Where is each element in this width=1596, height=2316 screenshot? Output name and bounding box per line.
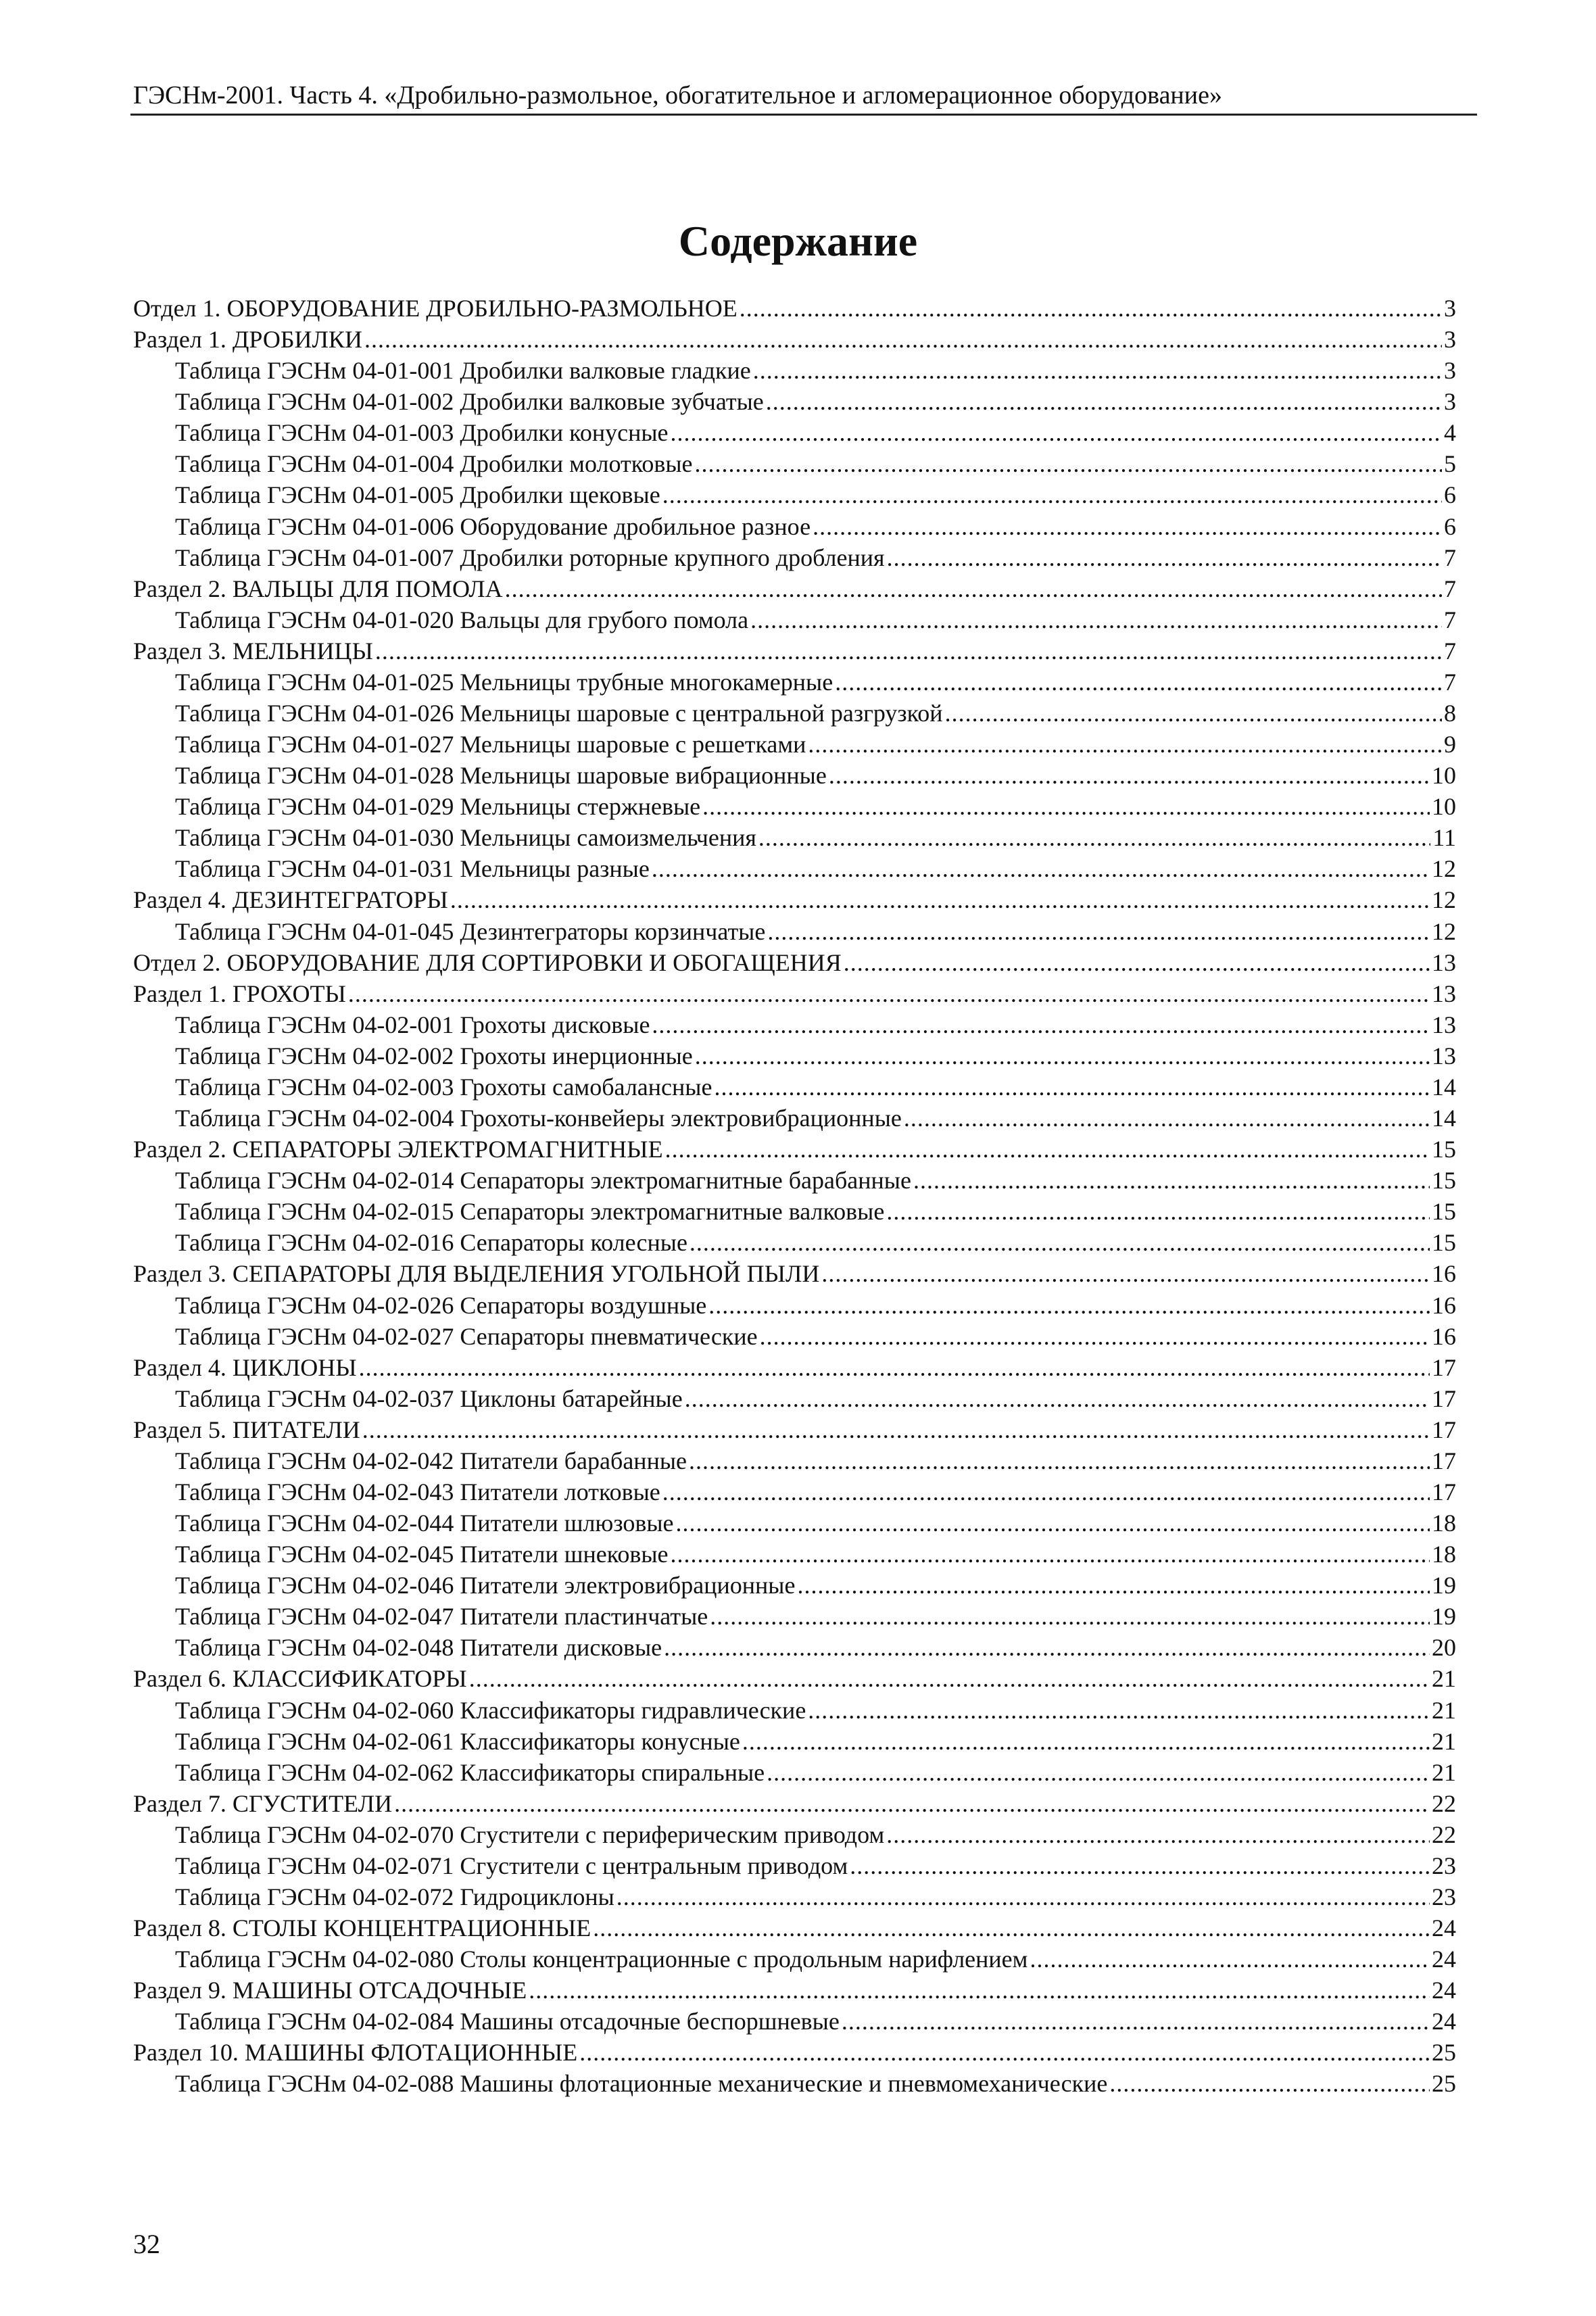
toc-entry-page: 25 [1432, 2070, 1456, 2098]
toc-dot-leader [913, 1165, 1430, 1196]
toc-dot-leader [808, 729, 1442, 760]
toc-dot-leader [808, 1695, 1430, 1726]
toc-entry-table [133, 1695, 1456, 1726]
toc-dot-leader [887, 542, 1442, 573]
toc-entry-table [133, 1881, 1456, 1912]
toc-entry-text: Таблица ГЭСНм 04-02-043 Питатели лотковые [175, 1478, 660, 1505]
toc-dot-leader [886, 1819, 1430, 1850]
toc-entry-table [133, 1757, 1456, 1788]
toc-entry-page: 24 [1432, 1977, 1456, 2004]
toc-entry-table [133, 1165, 1456, 1196]
toc-entry-page: 6 [1444, 512, 1456, 540]
toc-dot-leader [664, 1632, 1430, 1663]
toc-entry-text: Таблица ГЭСНм 04-02-014 Сепараторы электромагнитные барабанные [175, 1167, 911, 1195]
toc-dot-leader [375, 635, 1442, 667]
toc-entry-text: Таблица ГЭСНм 04-02-061 Классификаторы конусные [175, 1727, 740, 1755]
toc-entry-text: Отдел 2. ОБОРУДОВАНИЕ ДЛЯ СОРТИРОВКИ И ОБОГАЩЕНИЯ [133, 948, 842, 976]
toc-entry-table [133, 916, 1456, 947]
toc-entry-table [133, 1227, 1456, 1258]
toc-entry-page: 17 [1432, 1384, 1456, 1412]
toc-entry-text: Таблица ГЭСНм 04-01-001 Дробилки валковые гладкие [175, 357, 751, 385]
toc-entry-page: 20 [1432, 1634, 1456, 1662]
toc-entry-text: Таблица ГЭСНм 04-01-003 Дробилки конусные [175, 419, 669, 447]
toc-entry-text: Таблица ГЭСНм 04-02-015 Сепараторы электромагнитные валковые [175, 1198, 885, 1226]
toc-dot-leader [579, 2037, 1430, 2068]
toc-entry-page: 12 [1432, 855, 1456, 883]
toc-entry-page: 15 [1432, 1229, 1456, 1257]
toc-entry-text: Раздел 5. ПИТАТЕЛИ [133, 1416, 360, 1443]
toc-dot-leader [702, 791, 1430, 822]
toc-entry-page: 18 [1432, 1541, 1456, 1568]
toc-dot-leader [753, 355, 1442, 386]
toc-entry-text: Таблица ГЭСНм 04-02-071 Сгустители с центральным приводом [175, 1852, 848, 1879]
toc-entry-text: Раздел 2. ВАЛЬЦЫ ДЛЯ ПОМОЛА [133, 575, 503, 602]
toc-entry-text: Таблица ГЭСНм 04-01-027 Мельницы шаровые с решетками [175, 731, 806, 758]
toc-entry-page: 12 [1432, 886, 1456, 914]
toc-dot-leader [767, 1757, 1430, 1788]
toc-entry-table [133, 1009, 1456, 1040]
toc-dot-leader [364, 324, 1442, 355]
toc-entry-page: 21 [1432, 1758, 1456, 1786]
toc-entry-page: 6 [1444, 481, 1456, 509]
toc-dot-leader [750, 604, 1442, 635]
toc-entry-page: 24 [1432, 1946, 1456, 1973]
toc-entry-section [133, 573, 1456, 604]
toc-dot-leader [671, 1539, 1430, 1570]
toc-dot-leader [505, 573, 1442, 604]
toc-entry-page: 17 [1432, 1478, 1456, 1505]
toc-entry-page: 7 [1444, 575, 1456, 602]
toc-entry-text: Таблица ГЭСНм 04-02-027 Сепараторы пневматические [175, 1322, 758, 1350]
toc-entry-text: Таблица ГЭСНм 04-01-026 Мельницы шаровые с центральной разгрузкой [175, 700, 943, 727]
toc-entry-text: Таблица ГЭСНм 04-01-030 Мельницы самоизмельчения [175, 824, 756, 852]
toc-entry-text: Раздел 9. МАШИНЫ ОТСАДОЧНЫЕ [133, 1977, 527, 2004]
toc-dot-leader [829, 760, 1430, 791]
toc-entry-text: Таблица ГЭСНм 04-02-045 Питатели шнековые [175, 1541, 669, 1568]
toc-entry-table [133, 667, 1456, 698]
toc-entry-text: Таблица ГЭСНм 04-02-070 Сгустители с периферическим приводом [175, 1820, 885, 1848]
toc-dot-leader [676, 1507, 1430, 1539]
toc-dot-leader [685, 1383, 1430, 1414]
toc-dot-leader [394, 1788, 1430, 1819]
toc-entry-page: 16 [1432, 1291, 1456, 1319]
toc-entry-text: Таблица ГЭСНм 04-02-004 Грохоты-конвейеры электровибрационные [175, 1105, 902, 1132]
toc-entry-page: 10 [1432, 762, 1456, 790]
toc-entry-page: 21 [1432, 1665, 1456, 1693]
toc-dot-leader [662, 479, 1442, 510]
toc-entry-table [133, 760, 1456, 791]
toc-entry-page: 4 [1444, 419, 1456, 447]
toc-dot-leader [758, 822, 1430, 853]
toc-entry-page: 13 [1432, 1011, 1456, 1038]
toc-entry-text: Таблица ГЭСНм 04-01-031 Мельницы разные [175, 855, 650, 883]
toc-entry-text: Раздел 1. ГРОХОТЫ [133, 980, 346, 1007]
toc-entry-section [133, 1258, 1456, 1289]
toc-entry-table [133, 511, 1456, 542]
toc-entry-text: Таблица ГЭСНм 04-02-072 Гидроциклоны [175, 1883, 614, 1910]
toc-entry-page: 15 [1432, 1167, 1456, 1195]
toc-dot-leader [671, 417, 1442, 448]
toc-entry-table [133, 448, 1456, 479]
toc-dot-leader [813, 511, 1442, 542]
toc-dot-leader [742, 1726, 1430, 1757]
page-number: 32 [133, 2229, 160, 2259]
toc-entry-table [133, 822, 1456, 853]
toc-entry-table [133, 417, 1456, 448]
toc-entry-table [133, 1601, 1456, 1632]
toc-dot-leader [797, 1570, 1430, 1601]
toc-entry-section [133, 1912, 1456, 1944]
toc-dot-leader [695, 448, 1442, 479]
toc-entry-table [133, 604, 1456, 635]
toc-dot-leader [760, 1321, 1430, 1352]
toc-entry-page: 5 [1444, 450, 1456, 478]
toc-entry-page: 19 [1432, 1572, 1456, 1599]
toc-entry-text: Раздел 4. ДЕЗИНТЕГРАТОРЫ [133, 886, 448, 914]
toc-entry-table [133, 1507, 1456, 1539]
toc-entry-page: 16 [1432, 1260, 1456, 1288]
toc-entry-text: Раздел 2. СЕПАРАТОРЫ ЭЛЕКТРОМАГНИТНЫЕ [133, 1136, 663, 1163]
toc-dot-leader [652, 1009, 1430, 1040]
toc-entry-table [133, 1290, 1456, 1321]
toc-entry-table [133, 1819, 1456, 1850]
toc-entry-text: Таблица ГЭСНм 04-01-005 Дробилки щековые [175, 481, 660, 509]
toc-entry-table [133, 355, 1456, 386]
toc-entry-text: Раздел 3. МЕЛЬНИЦЫ [133, 637, 373, 665]
toc-entry-page: 23 [1432, 1852, 1456, 1879]
toc-entry-text: Таблица ГЭСНм 04-02-046 Питатели электровибрационные [175, 1572, 796, 1599]
toc-entry-text: Таблица ГЭСНм 04-02-047 Питатели пластинчатые [175, 1603, 708, 1631]
toc-entry-text: Таблица ГЭСНм 04-01-020 Вальцы для грубого помола [175, 606, 749, 633]
toc-entry-table [133, 1944, 1456, 1975]
toc-entry-text: Таблица ГЭСНм 04-01-029 Мельницы стержневые [175, 793, 701, 821]
toc-entry-table [133, 1103, 1456, 1134]
toc-dot-leader [450, 884, 1430, 915]
toc-dot-leader [835, 667, 1442, 698]
toc-entry-page: 13 [1432, 1042, 1456, 1069]
toc-entry-text: Таблица ГЭСНм 04-01-028 Мельницы шаровые вибрационные [175, 762, 827, 790]
toc-dot-leader [362, 1414, 1430, 1445]
toc-entry-text: Таблица ГЭСНм 04-02-088 Машины флотационные механические и пневмомеханические [175, 2070, 1108, 2098]
toc-dot-leader [689, 1445, 1430, 1476]
toc-entry-text: Таблица ГЭСНм 04-02-060 Классификаторы гидравлические [175, 1696, 806, 1724]
header-rule [130, 114, 1477, 116]
toc-entry-page: 23 [1432, 1883, 1456, 1910]
toc-dot-leader [593, 1912, 1430, 1944]
toc-dot-leader [850, 1850, 1430, 1881]
toc-entry-table [133, 729, 1456, 760]
toc-entry-page: 3 [1444, 326, 1456, 354]
toc-entry-table [133, 2006, 1456, 2037]
toc-entry-text: Таблица ГЭСНм 04-02-080 Столы концентрационные с продольным нарифлением [175, 1946, 1028, 1973]
toc-dot-leader [766, 386, 1442, 417]
toc-entry-text: Раздел 6. КЛАССИФИКАТОРЫ [133, 1665, 467, 1693]
toc-entry-page: 17 [1432, 1353, 1456, 1381]
toc-entry-table [133, 1445, 1456, 1476]
toc-entry-section [133, 293, 1456, 324]
toc-entry-text: Таблица ГЭСНм 04-01-007 Дробилки роторные крупного дробления [175, 544, 885, 571]
toc-entry-page: 17 [1432, 1447, 1456, 1474]
toc-entry-page: 3 [1444, 388, 1456, 416]
toc-entry-section [133, 1414, 1456, 1445]
toc-entry-page: 18 [1432, 1510, 1456, 1537]
toc-entry-table [133, 479, 1456, 510]
toc-entry-section [133, 884, 1456, 915]
toc-entry-text: Таблица ГЭСНм 04-01-004 Дробилки молотковые [175, 450, 693, 478]
toc-entry-page: 24 [1432, 2008, 1456, 2035]
toc-entry-section [133, 2037, 1456, 2068]
toc-entry-section [133, 1663, 1456, 1694]
toc-entry-text: Раздел 3. СЕПАРАТОРЫ ДЛЯ ВЫДЕЛЕНИЯ УГОЛЬНОЙ ПЫЛИ [133, 1260, 820, 1288]
toc-entry-table [133, 542, 1456, 573]
toc-title: Содержание [678, 217, 918, 265]
toc-entry-text: Таблица ГЭСНм 04-02-016 Сепараторы колесные [175, 1229, 687, 1257]
toc-entry-page: 11 [1432, 824, 1456, 852]
toc-entry-table [133, 698, 1456, 729]
toc-entry-text: Таблица ГЭСНм 04-02-026 Сепараторы воздушные [175, 1291, 707, 1319]
toc-dot-leader [529, 1975, 1430, 2006]
toc-entry-page: 3 [1444, 357, 1456, 385]
toc-entry-section [133, 1352, 1456, 1383]
toc-entry-page: 9 [1444, 731, 1456, 758]
toc-entry-page: 24 [1432, 1914, 1456, 1942]
toc-entry-page: 21 [1432, 1696, 1456, 1724]
toc-entry-page: 7 [1444, 668, 1456, 696]
toc-entry-section [133, 1134, 1456, 1165]
toc-entry-text: Таблица ГЭСНм 04-02-048 Питатели дисковые [175, 1634, 662, 1662]
toc-entry-section [133, 978, 1456, 1009]
toc-entry-text: Таблица ГЭСНм 04-01-025 Мельницы трубные многокамерные [175, 668, 833, 696]
toc-dot-leader [359, 1352, 1430, 1383]
toc-entry-table [133, 791, 1456, 822]
toc-dot-leader [348, 978, 1430, 1009]
toc-entry-table [133, 1570, 1456, 1601]
toc-dot-leader [842, 2006, 1430, 2037]
toc-dot-leader [708, 1290, 1430, 1321]
toc-entry-page: 16 [1432, 1322, 1456, 1350]
toc-dot-leader [945, 698, 1442, 729]
toc-entry-section [133, 635, 1456, 667]
toc-entry-text: Таблица ГЭСНм 04-01-006 Оборудование дробильное разное [175, 512, 811, 540]
toc-dot-leader [844, 947, 1430, 978]
toc-entry-page: 8 [1444, 700, 1456, 727]
toc-entry-page: 10 [1432, 793, 1456, 821]
toc-entry-page: 19 [1432, 1603, 1456, 1631]
toc-dot-leader [652, 853, 1430, 884]
toc-dot-leader [469, 1663, 1430, 1694]
toc-entry-text: Таблица ГЭСНм 04-02-042 Питатели барабанные [175, 1447, 687, 1474]
toc-entry-section [133, 1788, 1456, 1819]
toc-dot-leader [740, 293, 1442, 324]
toc-dot-leader [886, 1196, 1430, 1227]
table-of-contents [133, 293, 1456, 2100]
toc-entry-table [133, 1476, 1456, 1507]
toc-entry-text: Раздел 7. СГУСТИТЕЛИ [133, 1789, 393, 1817]
toc-entry-table [133, 853, 1456, 884]
toc-entry-table [133, 1071, 1456, 1103]
toc-entry-page: 13 [1432, 948, 1456, 976]
toc-entry-text: Таблица ГЭСНм 04-02-037 Циклоны батарейные [175, 1384, 683, 1412]
toc-dot-leader [690, 1227, 1430, 1258]
toc-entry-page: 25 [1432, 2039, 1456, 2067]
toc-entry-section [133, 947, 1456, 978]
toc-entry-text: Отдел 1. ОБОРУДОВАНИЕ ДРОБИЛЬНО-РАЗМОЛЬНОЕ [133, 295, 737, 322]
toc-entry-table [133, 386, 1456, 417]
toc-entry-text: Раздел 4. ЦИКЛОНЫ [133, 1353, 357, 1381]
toc-entry-table [133, 1726, 1456, 1757]
toc-entry-section [133, 1975, 1456, 2006]
toc-entry-page: 7 [1444, 637, 1456, 665]
toc-entry-text: Раздел 8. СТОЛЫ КОНЦЕНТРАЦИОННЫЕ [133, 1914, 591, 1942]
toc-entry-page: 14 [1432, 1073, 1456, 1101]
toc-entry-page: 22 [1432, 1820, 1456, 1848]
toc-entry-text: Раздел 10. МАШИНЫ ФЛОТАЦИОННЫЕ [133, 2039, 578, 2067]
toc-entry-table [133, 1632, 1456, 1663]
toc-dot-leader [904, 1103, 1430, 1134]
toc-dot-leader [1109, 2068, 1430, 2099]
toc-dot-leader [714, 1071, 1430, 1103]
toc-entry-table [133, 2068, 1456, 2099]
toc-entry-text: Таблица ГЭСНм 04-02-003 Грохоты самобалансные [175, 1073, 712, 1101]
toc-dot-leader [662, 1476, 1430, 1507]
toc-entry-table [133, 1539, 1456, 1570]
toc-entry-text: Таблица ГЭСНм 04-01-045 Дезинтеграторы корзинчатые [175, 917, 766, 945]
toc-entry-table [133, 1196, 1456, 1227]
toc-dot-leader [616, 1881, 1430, 1912]
toc-entry-page: 15 [1432, 1198, 1456, 1226]
toc-entry-page: 13 [1432, 980, 1456, 1007]
toc-entry-table [133, 1850, 1456, 1881]
toc-entry-text: Таблица ГЭСНм 04-02-001 Грохоты дисковые [175, 1011, 650, 1038]
toc-entry-text: Таблица ГЭСНм 04-02-084 Машины отсадочные беспоршневые [175, 2008, 840, 2035]
toc-entry-text: Таблица ГЭСНм 04-02-044 Питатели шлюзовые [175, 1510, 674, 1537]
toc-entry-page: 14 [1432, 1105, 1456, 1132]
toc-dot-leader [665, 1134, 1430, 1165]
toc-entry-table [133, 1321, 1456, 1352]
toc-entry-text: Таблица ГЭСНм 04-02-062 Классификаторы спиральные [175, 1758, 765, 1786]
toc-entry-table [133, 1040, 1456, 1071]
toc-entry-page: 15 [1432, 1136, 1456, 1163]
toc-entry-text: Таблица ГЭСНм 04-01-002 Дробилки валковые зубчатые [175, 388, 764, 416]
toc-dot-leader [767, 916, 1430, 947]
toc-dot-leader [821, 1258, 1430, 1289]
toc-entry-text: Таблица ГЭСНм 04-02-002 Грохоты инерционные [175, 1042, 693, 1069]
toc-dot-leader [710, 1601, 1430, 1632]
toc-entry-page: 7 [1444, 544, 1456, 571]
toc-entry-page: 7 [1444, 606, 1456, 633]
toc-entry-page: 22 [1432, 1789, 1456, 1817]
toc-entry-table [133, 1383, 1456, 1414]
toc-dot-leader [1030, 1944, 1430, 1975]
toc-entry-page: 12 [1432, 917, 1456, 945]
toc-dot-leader [695, 1040, 1430, 1071]
toc-entry-page: 17 [1432, 1416, 1456, 1443]
toc-entry-page: 3 [1444, 295, 1456, 322]
running-header: ГЭСНм-2001. Часть 4. «Дробильно-размольное, обогатительное и агломерационное оборудование» [133, 81, 1222, 110]
toc-entry-section [133, 324, 1456, 355]
toc-entry-page: 21 [1432, 1727, 1456, 1755]
toc-entry-text: Раздел 1. ДРОБИЛКИ [133, 326, 362, 354]
